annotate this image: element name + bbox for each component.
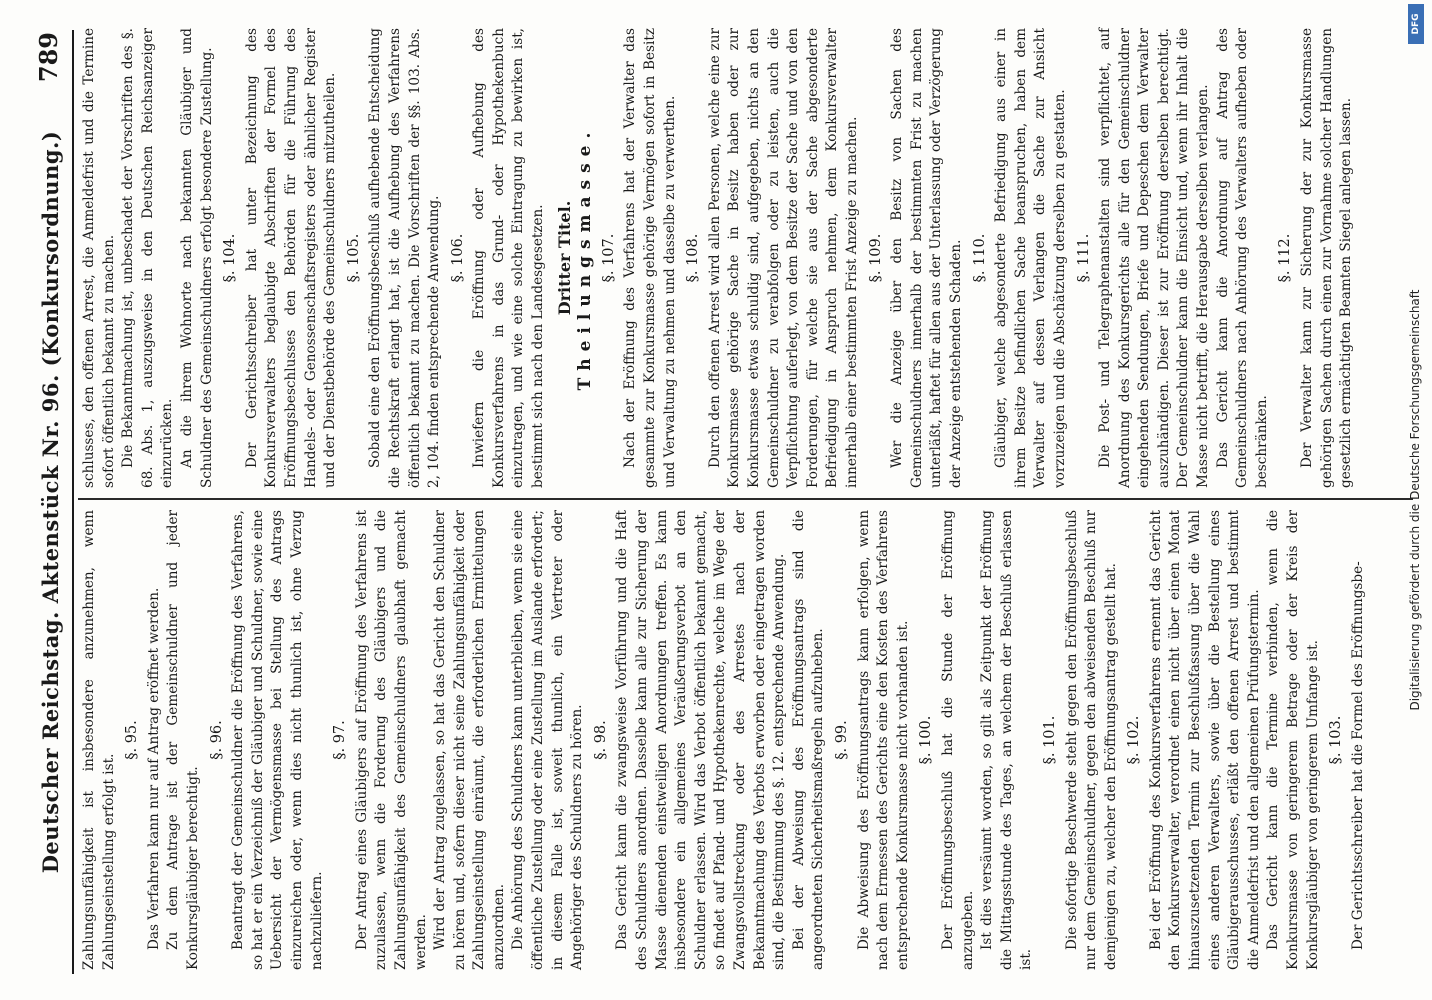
running-title: Deutscher Reichstag. Aktenstück Nr. 96. (Konkursordnung.): [38, 130, 63, 874]
paragraph: Beantragt der Gemeinschuldner die Eröffnung des Verfahrens, so hat er ein Verzeichniß der Gläubiger und Schuldner, sowie eine Uebersicht der Vermögensmasse bei Stellung des Antrags einzureichen oder, wenn dies nicht thunlich ist, ohne Verzug nachzuliefern.: [230, 510, 325, 970]
paragraph: Bei der Abweisung des Eröffnungsantrags sind die angeordneten Sicherheitsmaßregeln aufzuheben.: [790, 510, 827, 970]
digitization-sidebar: [1402, 18, 1428, 982]
paragraph: Das Gericht kann die Termine verbinden, wenn die Konkursmasse von geringerem Betrage oder der Kreis der Konkursgläubiger von geringerem Umfange ist.: [1265, 510, 1321, 970]
section-number: §. 96.: [208, 720, 225, 760]
paragraph: Inwiefern die Eröffnung oder Aufhebung des Konkursverfahrens in das Grund- oder Hypothekenbuch einzutragen, und wie eine solche Eintragung zu bewirken ist, bestimmt sich nach den Landesgesetzen.: [471, 28, 547, 488]
chapter-title: Dritter Titel.: [554, 200, 574, 316]
page-number: 789: [34, 32, 63, 83]
paragraph: Die Post- und Telegraphenanstalten sind verpflichtet, auf Anordnung des Konkursgerichts alle für den Gemeinschuldner eingehenden Sendungen, Briefe und Depeschen dem Verwalter auszuhändigen. Dieser ist zur Eröffnung derselben berechtigt. Der Gemeinschuldner kann die Einsicht und, wenn ihr Inhalt die Masse nicht betrifft, die Herausgabe derselben verlangen.: [1097, 28, 1212, 488]
section-number: §. 106.: [449, 233, 466, 283]
section-number: §. 108.: [685, 233, 702, 283]
paragraph: schlusses, den offenen Arrest, die Anmeldefrist und die Termine sofort öffentlich bekannt zu machen.: [81, 28, 117, 488]
paragraph: Wer die Anzeige über den Besitz von Sachen des Gemeinschuldners innerhalb der bestimmten Frist zu machen unterläßt, haftet für allen aus der Unterlassung oder Verzögerung der Anzeige entstehenden Schaden.: [889, 28, 964, 488]
paragraph: Ist dies versäumt worden, so gilt als Zeitpunkt der Eröffnung die Mittagsstunde des Tages, an welchem der Beschluß erlassen ist.: [979, 510, 1035, 970]
page-header: [34, 30, 74, 974]
section-number: §. 112.: [1277, 233, 1294, 283]
right-column: [80, 28, 1357, 488]
section-number: §. 107.: [600, 233, 617, 283]
paragraph: Sobald eine den Eröffnungsbeschluß aufhebende Entscheidung die Rechtskraft erlangt hat, ist die Aufhebung des Verfahrens öffentlich bekannt zu machen. Die Vorschriften der §§. 103. Abs. 2, 104. finden entsprechende Anwendung.: [367, 28, 443, 488]
digitization-note: Digitalisierung gefördert durch die Deutsche Forschungsgemeinschaft: [1408, 289, 1422, 711]
paragraph: Gläubiger, welche abgesonderte Befriedigung aus einer in ihrem Besitze befindlichen Sache beanspruchen, haben dem Verwalter auf dessen Verlangen die Sache zur Ansicht vorzuzeigen und die Abschätzung derselben zu gestatten.: [993, 28, 1068, 488]
paragraph: Wird der Antrag zugelassen, so hat das Gericht den Schuldner zu hören und, sofern dieser nicht seine Zahlungsunfähigkeit oder Zahlungseinstellung einräumt, die erforderlichen Ermittelungen anzuordnen.: [432, 510, 507, 970]
section-number: §. 97.: [332, 720, 349, 760]
section-number: §. 102.: [1126, 715, 1143, 765]
paragraph: Die Abweisung des Eröffnungsantrags kann erfolgen, wenn nach dem Ermessen des Gerichts eine den Kosten des Verfahrens entsprechende Konkursmasse nicht vorhanden ist.: [855, 510, 911, 970]
paragraph: Das Gericht kann die zwangsweise Vorführung und die Haft des Schuldners anordnen. Dasselbe kann alle zur Sicherung der Masse dienenden einstweiligen Anordnungen treffen. Es kann insbesondere ein allgemeines Veräußerungsverbot an den Schuldner erlassen. Wird das Verbot öffentlich bekannt gemacht, so findet auf Pfand- und Hypothekenrechte, welche im Wege der Zwangsvollstreckung oder des Arrestes nach der Bekanntmachung des Verbots erworben oder eingetragen worden sind, die Bestimmung des §. 12. entsprechende Anwendung.: [614, 510, 788, 970]
chapter-subtitle: Theilungsmasse.: [575, 125, 596, 391]
column-divider: [78, 498, 1413, 500]
paragraph: Das Gericht kann die Anordnung auf Antrag des Gemeinschuldners nach Anhörung des Verwalters aufheben oder beschränken.: [1214, 28, 1270, 488]
section-number: §. 101.: [1041, 715, 1058, 765]
section-number: §. 105.: [345, 233, 362, 283]
section-number: §. 111.: [1075, 233, 1092, 283]
paragraph: Die Anhörung des Schuldners kann unterbleiben, wenn sie eine öffentliche Zustellung oder eine Zustellung im Auslande erfordert; in diesem Falle ist, soweit thunlich, ein Vertreter oder Angehöriger des Schuldners zu hören.: [510, 510, 586, 970]
paragraph: Bei der Eröffnung des Konkursverfahrens ernennt das Gericht den Konkursverwalter, verordnet einen nicht über einen Monat hinauszusetzenden Termin zur Beschlußfassung über die Wahl eines anderen Verwalters, sowie über die Bestellung eines Gläubigerausschusses, erläßt den offenen Arrest und bestimmt die Anmeldefrist und den allgemeinen Prüfungstermin.: [1147, 510, 1262, 970]
dfg-logo: [1408, 4, 1424, 44]
section-number: §. 110.: [971, 233, 988, 283]
paragraph: An die ihrem Wohnorte nach bekannten Gläubiger und Schuldner des Gemeinschuldners erfolgt besondere Zustellung.: [178, 28, 215, 488]
paragraph: Der Eröffnungsbeschluß hat die Stunde der Eröffnung anzugeben.: [939, 510, 976, 970]
paragraph: Der Verwalter kann zur Sicherung der zur Konkursmasse gehörigen Sachen durch einen zur Vornahme solcher Handlungen gesetzlich ermächtigten Beamten Siegel anlegen lassen.: [1299, 28, 1355, 488]
paragraph: Zahlungsunfähigkeit ist insbesondere anzunehmen, wenn Zahlungseinstellung erfolgt ist.: [81, 510, 117, 970]
dfg-logo-text: DFG: [1411, 13, 1421, 35]
section-number: §. 103.: [1328, 715, 1345, 765]
section-number: §. 99.: [833, 720, 850, 760]
paragraph: Der Gerichtsschreiber hat die Formel des Eröffnungsbe-: [1349, 561, 1366, 950]
section-number: §. 95.: [124, 720, 141, 760]
left-column: [80, 510, 1368, 970]
paragraph: Zu dem Antrage ist der Gemeinschuldner und jeder Konkursgläubiger berechtigt.: [165, 510, 201, 970]
paragraph: Der Gerichtsschreiber hat unter Bezeichnung des Konkursverwalters beglaubigte Abschriften der Formel des Eröffnungsbeschlusses den Behörden für die Führung des Handels- oder Genossenschaftsregisters oder ähnlicher Register und der Dienstbehörde des Gemeinschuldners mitzutheilen.: [243, 28, 339, 488]
paragraph: Der Antrag eines Gläubigers auf Eröffnung des Verfahrens ist zuzulassen, wenn die Forderung des Gläubigers und die Zahlungsunfähigkeit des Gemeinschuldners glaubhaft gemacht werden.: [353, 510, 429, 970]
paragraph: Durch den offenen Arrest wird allen Personen, welche eine zur Konkursmasse gehörige Sache in Besitz haben oder zur Konkursmasse etwas schuldig sind, aufgegeben, nichts an den Gemeinschuldner zu verabfolgen oder zu leisten, auch die Verpflichtung auferlegt, von dem Besitze der Sache und von den Forderungen, für welche sie aus der Sache abgesonderte Befriedigung in Anspruch nehmen, dem Konkursverwalter innerhalb einer bestimmten Frist Anzeige zu machen.: [706, 28, 860, 488]
paragraph: Nach der Eröffnung des Verfahrens hat der Verwalter das gesammte zur Konkursmasse gehörige Vermögen sofort in Besitz und Verwaltung zu nehmen und dasselbe zu verwerthen.: [622, 28, 678, 488]
paragraph: Die Bekanntmachung ist, unbeschadet der Vorschriften des §. 68. Abs. 1, auszugsweise in den Deutschen Reichsanzeiger einzurücken.: [120, 28, 176, 488]
section-number: §. 104.: [222, 233, 239, 283]
section-number: §. 100.: [918, 715, 935, 765]
paragraph: Das Verfahren kann nur auf Antrag eröffnet werden.: [145, 587, 162, 950]
paragraph: Die sofortige Beschwerde steht gegen den Eröffnungsbeschluß nur dem Gemeinschuldner, gegen den abweisenden Beschluß nur demjenigen zu, welcher den Eröffnungsantrag gestellt hat.: [1063, 510, 1119, 970]
section-number: §. 109.: [867, 233, 884, 283]
section-number: §. 98.: [592, 720, 609, 760]
